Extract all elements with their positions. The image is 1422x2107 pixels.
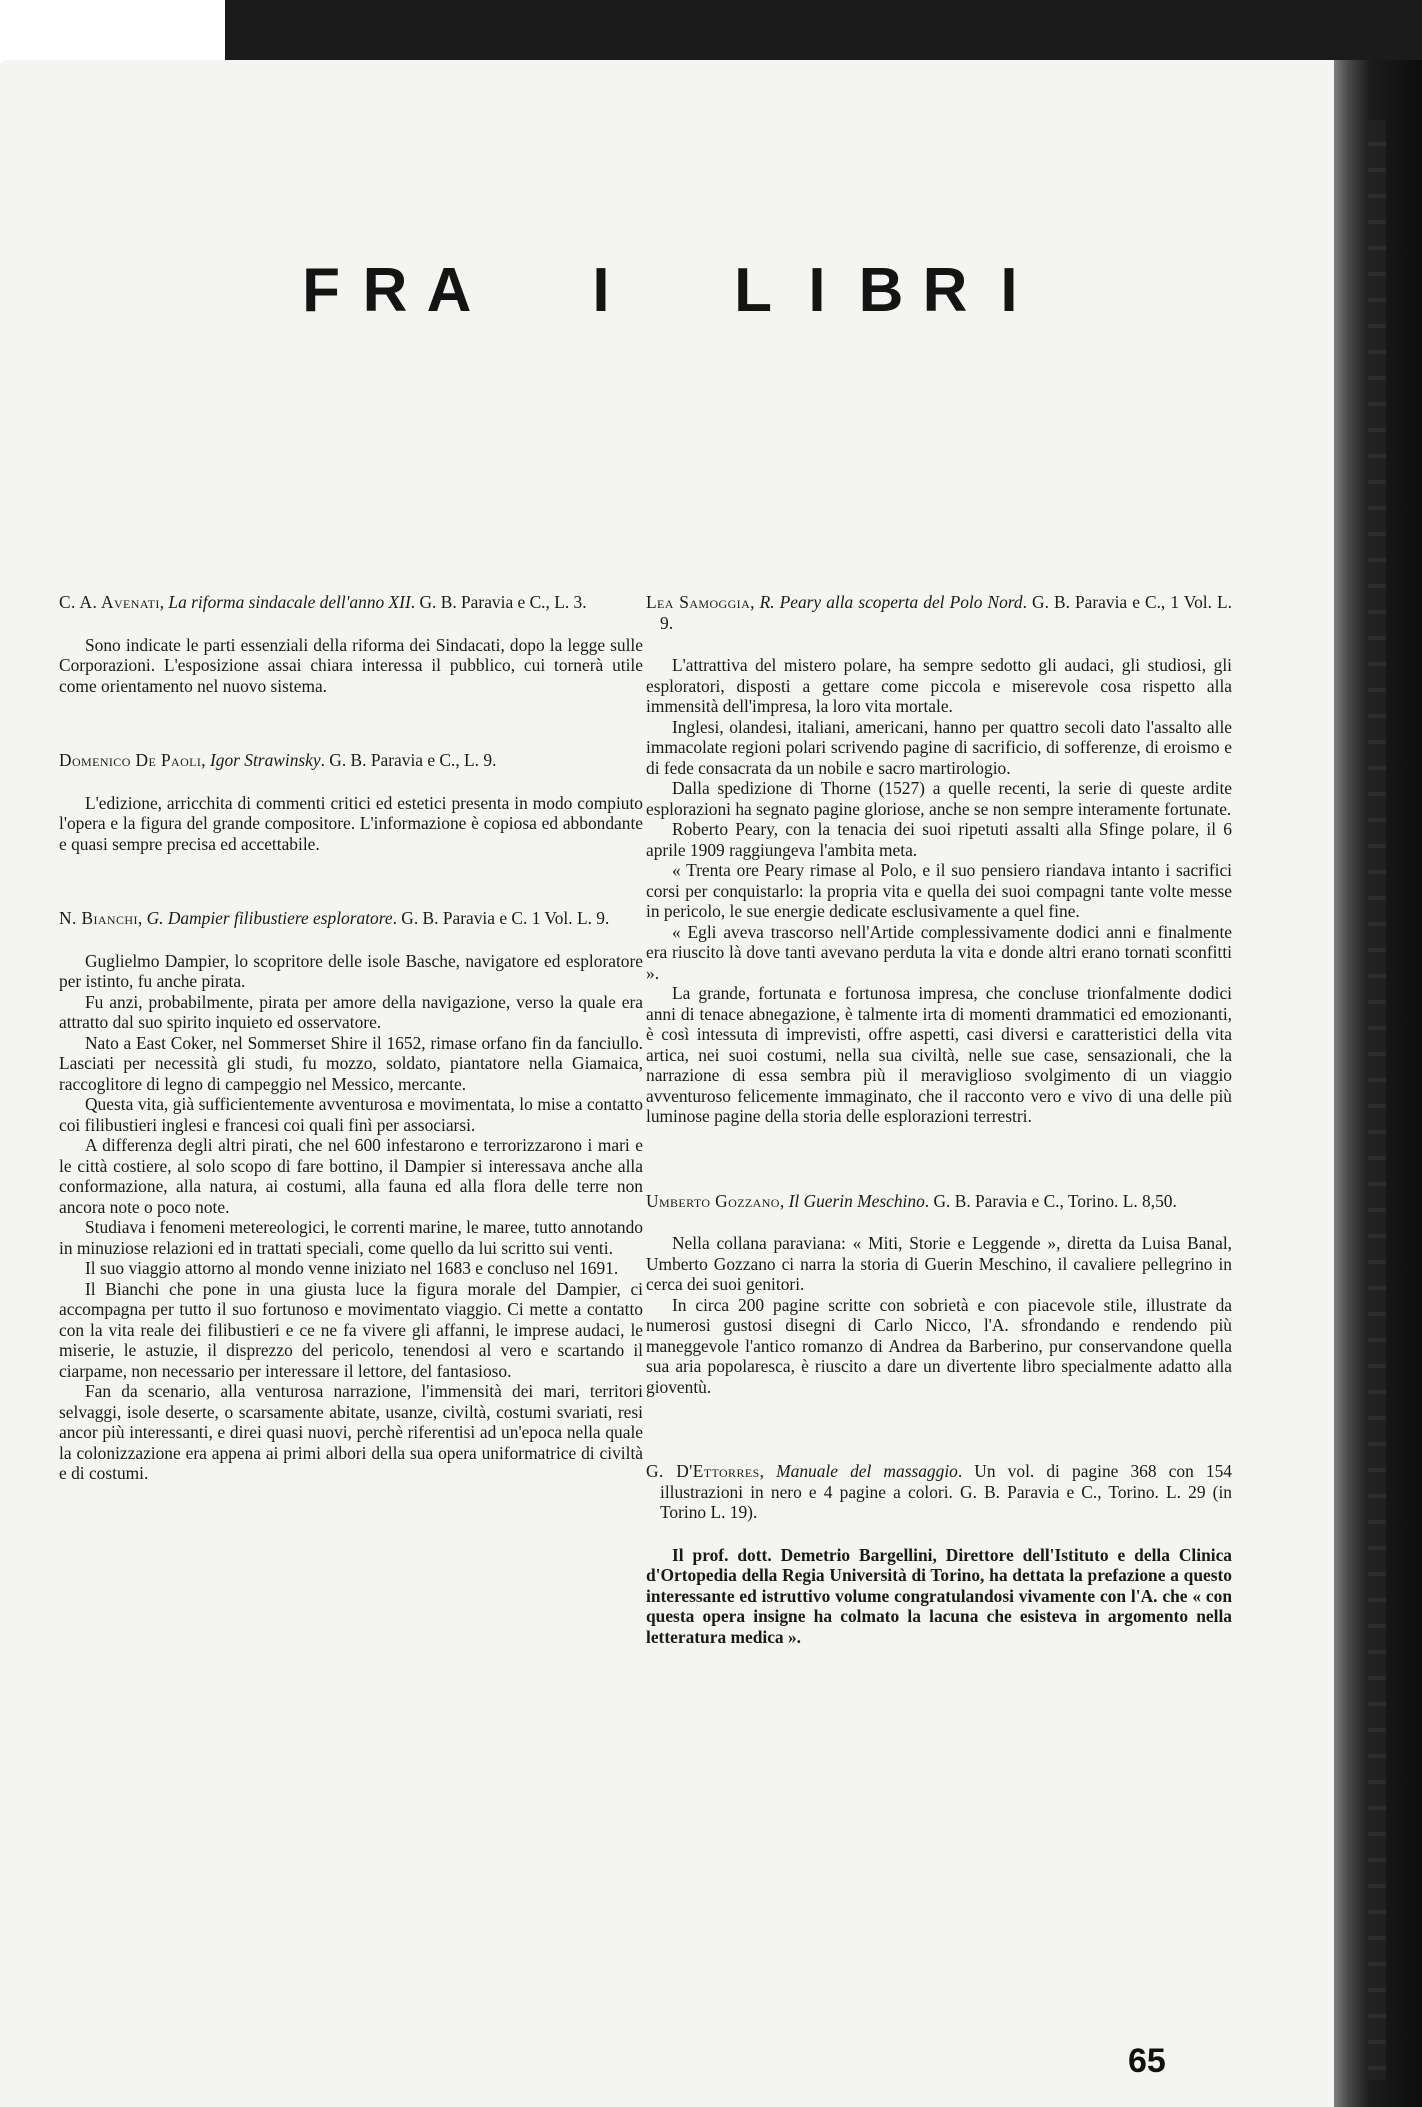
review-paragraph: Il Bianchi che pone in una giusta luce la figura morale del Dampier, ci accompagna per tutto il suo fortunoso e movimentato viaggio. Ci mette a contatto con la vita reale dei filibustieri e ce ne fa vivere gli affanni, le imprese audaci, le miserie, le astuzie, il disprezzo del pericolo, tenendosi al vero e scartando il ciarpame, non necessario per interessare il lettore, del fantasioso. bbox=[59, 1278, 643, 1381]
review-heading: G. D'Ettorres, Manuale del massaggio. Un vol. di pagine 368 con 154 illustrazioni in nero e 4 pagine a colori. G. B. Paravia e C., Torino. L. 29 (in Torino L. 19). bbox=[646, 1461, 1232, 1522]
review-paragraph: In circa 200 pagine scritte con sobrietà e con piacevole stile, illustrate da numerosi gustosi disegni di Carlo Nicco, l'A. sfrondando e rendendo più maneggevole l'antico romanzo di Andrea da Barberino, pur conservandone quella sua aria popolaresca, è riuscito a dare un divertente libro specialmente adatto alla gioventù. bbox=[646, 1294, 1232, 1397]
review-title: Igor Strawinsky bbox=[209, 750, 321, 770]
review-dettorres bbox=[646, 1461, 1232, 1647]
review-paragraph: Guglielmo Dampier, lo scopritore delle isole Basche, navigatore ed esploratore per istinto, fu anche pirata. bbox=[59, 950, 643, 991]
review-publisher: . G. B. Paravia e C., Torino. L. 8,50. bbox=[924, 1190, 1177, 1211]
review-heading: Lea Samoggia, R. Peary alla scoperta del Polo Nord. G. B. Paravia e C., 1 Vol. L. 9. bbox=[646, 592, 1233, 633]
review-author: Umberto Gozzano bbox=[646, 1190, 780, 1211]
page-title bbox=[0, 255, 1334, 326]
review-paragraph: Fan da scenario, alla venturosa narrazione, l'immensità dei mari, territori selvaggi, isole deserte, o scarsamente abitate, usanze, civiltà, costumi svariati, resi ancor più interessanti, e direi quasi nuovi, perchè riferentisi ad un'epoca nella quale la colonizzazione era appena ai primi albori della sua opera uniformatrice di civiltà e di costumi. bbox=[59, 1381, 643, 1483]
review-heading: C. A. Avenati, La riforma sindacale dell'anno XII. G. B. Paravia e C., L. 3. bbox=[59, 592, 587, 612]
left-column bbox=[59, 592, 643, 1514]
review-paragraph: Fu anzi, probabilmente, pirata per amore della navigazione, verso la quale era attratto dal suo spirito inquieto ed osservatore. bbox=[59, 991, 643, 1032]
review-author: N. Bianchi bbox=[59, 908, 138, 928]
review-paragraph: Inglesi, olandesi, italiani, americani, hanno per quattro secoli dato l'assalto alle immacolate regioni polari scrivendo pagine di sacrificio, di sofferenze, di eroismo e di fede consacrata da un nobile e sacro martirologio. bbox=[646, 716, 1232, 778]
review-paragraph: Studiava i fenomeni metereologici, le correnti marine, le maree, tutto annotando in minuziose relazioni ed in trattati speciali, come quello da lui scritto sui venti. bbox=[59, 1217, 643, 1258]
review-paragraph: A differenza degli altri pirati, che nel 600 infestarono e terrorizzarono i mari e le città costiere, al solo scopo di fare bottino, il Dampier si interessava anche alla conformazione, alla natura, ai costumi, alla fauna ed alla flora delle terre non ancora note o poco note. bbox=[59, 1135, 643, 1217]
scan-binding-edge bbox=[1368, 120, 1386, 2080]
title-letter: L bbox=[734, 256, 776, 325]
review-author: C. A. Avenati bbox=[59, 592, 160, 612]
title-letter: B bbox=[858, 256, 908, 325]
review-paragraph: « Trenta ore Peary rimase al Polo, e il suo pensiero riandava intanto i sacrifici corsi per conquistarlo: la propria vita e quella dei suoi compagni tante volte messe in pericolo, le sue energie dedicate esclusivamente a quel fine. bbox=[646, 860, 1232, 921]
title-letter: R bbox=[362, 256, 412, 325]
title-letter: A bbox=[426, 256, 476, 325]
review-paragraph: Nella collana paraviana: « Miti, Storie e Leggende », diretta da Luisa Banal, Umberto Gozzano ci narra la storia di Guerin Meschino, il cavaliere pellegrino in cerca dei suoi genitori. bbox=[646, 1233, 1232, 1294]
title-letter: I bbox=[1000, 256, 1022, 325]
review-paragraph: Questa vita, già sufficientemente avventurosa e movimentata, lo mise a contatto coi filibustieri inglesi e francesi coi quali finì per associarsi. bbox=[59, 1094, 643, 1135]
title-letter: I bbox=[808, 256, 830, 325]
review-de-paoli bbox=[59, 750, 643, 854]
review-title: G. Dampier filibustiere esploratore bbox=[146, 908, 393, 928]
review-bianchi bbox=[59, 908, 643, 1484]
review-paragraph: L'attrattiva del mistero polare, ha sempre sedotto gli audaci, gli studiosi, gli esploratori, disposti a gettare come piccola e miserevole cosa rispetto alla immensità dell'impresa, la loro vita mortale. bbox=[646, 655, 1232, 716]
review-heading: Domenico De Paoli, Igor Strawinsky. G. B. Paravia e C., L. 9. bbox=[59, 750, 497, 770]
review-paragraph: La grande, fortunata e fortunosa impresa, che concluse trionfalmente dodici anni di tenace abnegazione, è talmente irta di momenti drammatici ed emozionanti, è così intessuta di imprevisti, offre aspetti, casi diversi e caratteristici della vita artica, nei suoi costumi, nella sua civiltà, nelle sue case, sensazionali, che la narrazione di essa sembra più il meraviglioso svolgimento di un viaggio avventuroso felicemente immaginato, che il racconto vero e vivo di una delle più luminose pagine della storia delle esplorazioni terrestri. bbox=[646, 983, 1232, 1126]
review-gozzano bbox=[646, 1191, 1232, 1398]
review-publisher: . G. B. Paravia e C., L. 3. bbox=[410, 592, 587, 612]
review-paragraph: Il suo viaggio attorno al mondo venne iniziato nel 1683 e concluso nel 1691. bbox=[85, 1258, 619, 1278]
review-samoggia bbox=[646, 592, 1232, 1127]
title-space bbox=[635, 255, 723, 326]
title-letter: R bbox=[922, 256, 972, 325]
review-author: G. D'Ettorres bbox=[646, 1461, 760, 1481]
right-column bbox=[646, 592, 1232, 1677]
review-paragraph: Nato a East Coker, nel Sommerset Shire il 1652, rimase orfano fin da fanciullo. Lasciati per necessità gli studi, fu mozzo, soldato, piantatore nella Giamaica, raccoglitore di legno di campeggio nel Messico, mercante. bbox=[59, 1032, 643, 1094]
title-letter: F bbox=[302, 256, 344, 325]
review-title: La riforma sindacale dell'anno XII bbox=[168, 592, 411, 612]
review-title: Il Guerin Meschino bbox=[788, 1190, 925, 1211]
review-publisher: . G. B. Paravia e C. 1 Vol. L. 9. bbox=[392, 908, 610, 928]
review-title: R. Peary alla scoperta del Polo Nord bbox=[759, 592, 1023, 612]
book-page bbox=[0, 60, 1334, 2107]
review-author: Lea Samoggia bbox=[646, 592, 751, 612]
title-space bbox=[483, 255, 571, 326]
review-paragraph: L'edizione, arricchita di commenti critici ed estetici presenta in modo compiuto l'opera e la figura del grande compositore. L'informazione è copiosa ed abbondante e quasi sempre precisa ed accettabile. bbox=[59, 792, 643, 854]
review-heading: N. Bianchi, G. Dampier filibustiere esploratore. G. B. Paravia e C. 1 Vol. L. 9. bbox=[59, 908, 610, 928]
review-paragraph: « Egli aveva trascorso nell'Artide complessivamente dodici anni e finalmente era riuscito là dove tanti avevano perduta la vita e donde altri erano tornati sconfitti ». bbox=[646, 921, 1232, 983]
review-paragraph: Il prof. dott. Demetrio Bargellini, Direttore dell'Istituto e della Clinica d'Ortopedia della Regia Università di Torino, ha dettata la prefazione a questo interessante ed istruttivo volume congratulandosi vivamente con l'A. che « con questa opera insigne ha colmato la lacuna che esisteva in argomento nella letteratura medica ». bbox=[646, 1544, 1232, 1647]
title-letter: I bbox=[592, 256, 614, 325]
review-publisher: . G. B. Paravia e C., 1 Vol. L. 9. bbox=[660, 592, 1233, 633]
page-number: 65 bbox=[1128, 2042, 1166, 2080]
review-paragraph: Dalla spedizione di Thorne (1527) a quelle recenti, la serie di queste ardite esplorazioni ha segnato pagine gloriose, anche se non sempre interamente fortunate. bbox=[646, 778, 1232, 819]
review-publisher: . G. B. Paravia e C., L. 9. bbox=[320, 750, 497, 770]
review-avenati bbox=[59, 592, 643, 696]
review-paragraph: Sono indicate le parti essenziali della riforma dei Sindacati, dopo la legge sulle Corporazioni. L'esposizione assai chiara interessa il pubblico, cui tornerà utile come orientamento nel nuovo sistema. bbox=[59, 634, 643, 696]
review-heading: Umberto Gozzano, Il Guerin Meschino. G. B. Paravia e C., Torino. L. 8,50. bbox=[646, 1190, 1177, 1211]
review-author: Domenico De Paoli bbox=[59, 750, 202, 770]
review-paragraph: Roberto Peary, con la tenacia dei suoi ripetuti assalti alla Sfinge polare, il 6 aprile 1909 raggiungeva l'ambita meta. bbox=[646, 819, 1232, 860]
review-publisher: . Un vol. di pagine 368 con 154 illustrazioni in nero e 4 pagine a colori. G. B. Paravia e C., Torino. L. 29 (in Torino L. 19). bbox=[660, 1461, 1232, 1522]
review-title: Manuale del massaggio bbox=[776, 1461, 958, 1481]
